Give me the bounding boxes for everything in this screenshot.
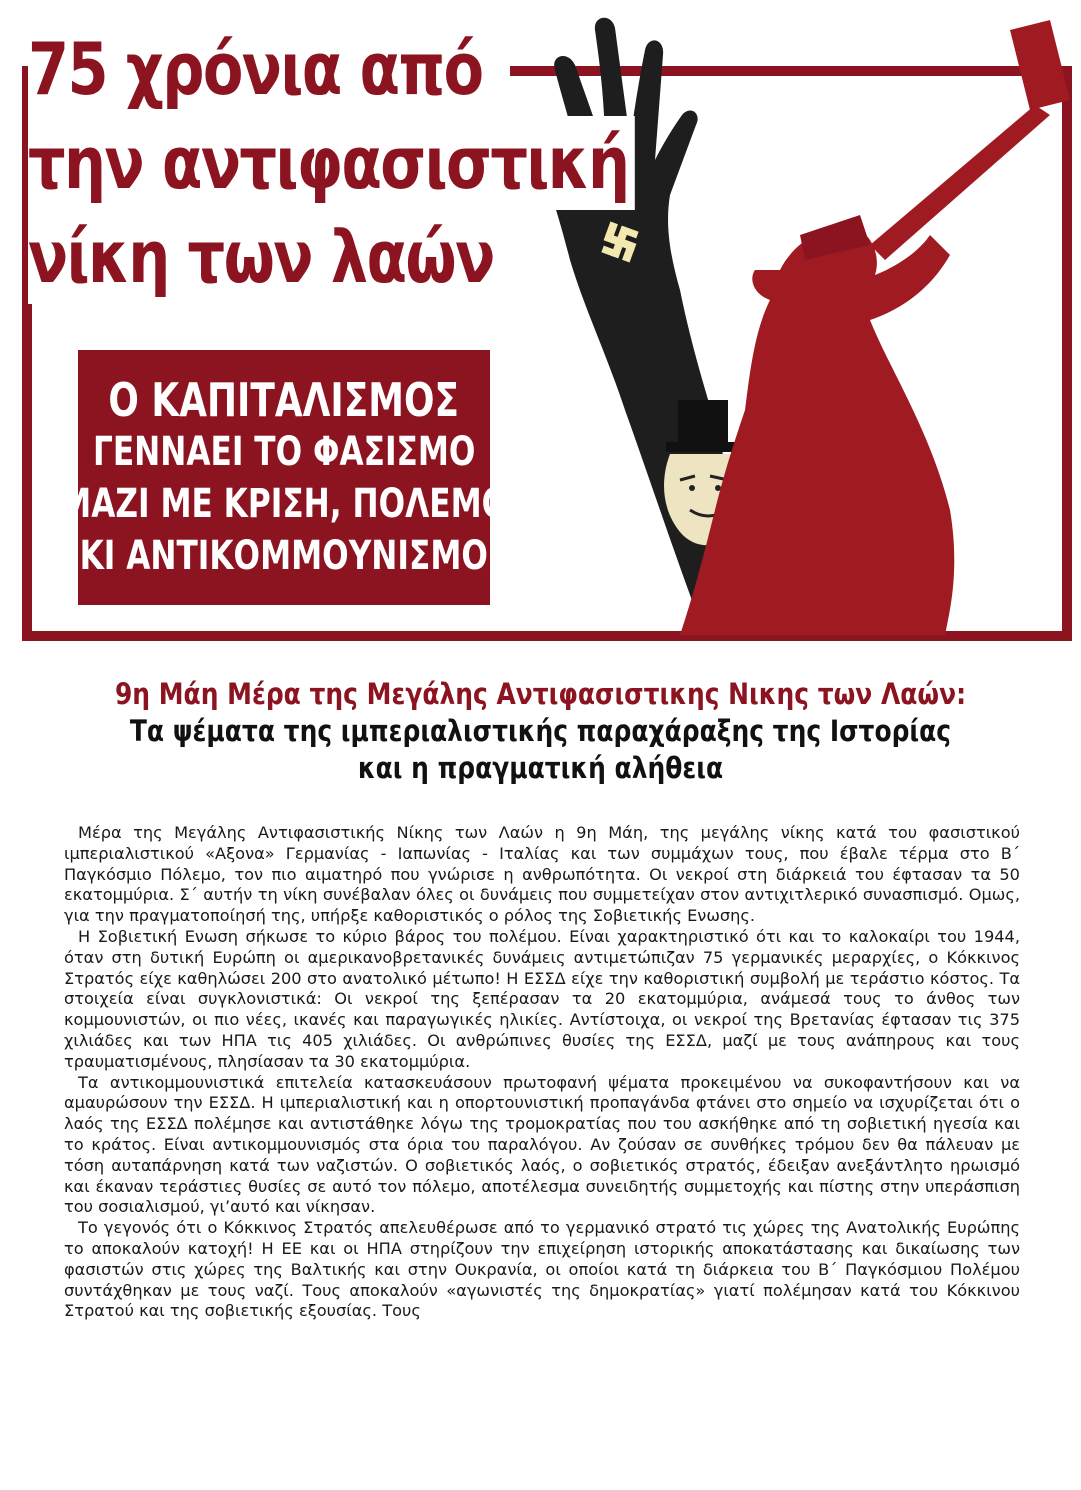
slogan-line-3: ΜΑΖΙ ΜΕ ΚΡΙΣΗ, ΠΟΛΕΜΟ (60, 480, 508, 527)
headline-line-3: νίκη των λαών (28, 210, 500, 304)
slogan-line-4: ΚΙ ΑΝΤΙΚΟΜΜΟΥΝΙΣΜΟ (79, 532, 489, 579)
slogan-box (60, 350, 508, 605)
article-paragraph-4: Το γεγονός ότι ο Κόκκινος Στρατός απελευθέρωσε από το γερμανικό στρατό τις χώρες της Ανατολικής Ευρώπης το αποκαλούν κατοχή! Η ΕΕ και οι ΗΠΑ στηρίζουν την επιχείρηση ιστορικής αποκατάστασης και δικαίωσης των φασιστών στις χώρες της Βαλτικής και στην Ουκρανία, οι οποίοι κατά τη διάρκεια του Β΄ Παγκόσμιου Πολέμου συντάχθηκαν με τους ναζί. Τους αποκαλούν «αγωνιστές της δημοκρατίας» γιατί πολέμησαν κατά του Κόκκινου Στρατού και της σοβιετικής εξουσίας. Τους (64, 1218, 1020, 1321)
article-paragraph-2: Η Σοβιετική Ενωση σήκωσε το κύριο βάρος του πολέμου. Είναι χαρακτηριστικό ότι και το καλοκαίρι του 1944, όταν στη δυτική Ευρώπη οι αμερικανοβρετανικές δυνάμεις αντιμετώπιζαν 75 γερμανικές μεραρχίες, ο Κόκκινος Στρατός είχε καθηλώσει 200 στο ανατολικό μέτωπο! Η ΕΣΣΔ είχε την καθοριστική συμβολή με τεράστιο κόστος. Τα στοιχεία είναι συγκλονιστικά: Οι νεκροί της ξεπέρασαν τα 20 εκατομμύρια, ανάμεσά τους το άνθος των κομμουνιστών, οι πιο νέες, ικανές και παραγωγικές ηλικίες. Αντίστοιχα, οι νεκροί της Βρετανίας έφτασαν τις 375 χιλιάδες και των ΗΠΑ τις 405 χιλιάδες. Οι ανθρώπινες θυσίες της ΕΣΣΔ, μαζί με τους ανάπηρους και τους τραυματισμένους, πλησίασαν τα 30 εκατομμύρια. (64, 926, 1020, 1071)
poster-headline (28, 22, 635, 304)
slogan-line-1: Ο ΚΑΠΙΤΑΛΙΣΜΟΣ (108, 372, 460, 427)
article-paragraph-3: Τα αντικομμουνιστικά επιτελεία κατασκευάσουν πρωτοφανή ψέματα προκειμένου να συκοφαντήσουν και να αμαυρώσουν την ΕΣΣΔ. Η ιμπεριαλιστική και η οπορτουνιστική προπαγάνδα φτάνει στο σημείο να ισχυρίζεται ότι ο λαός της ΕΣΣΔ πολέμησε και αντιστάθηκε λόγω της τρομοκρατίας που του ασκήθηκε από τη σοβιετική ηγεσία και το κράτος. Είναι αντικομμουνισμός στα όρια του παραλόγου. Αν ζούσαν σε συνθήκες τρόμου δεν θα πάλευαν με τόση αυταπάρνηση κατά των ναζιστών. Ο σοβιετικός λαός, ο σοβιετικός στρατός, έδειξαν ανεξάντλητο ηρωισμό και έκαναν τεράστιες θυσίες σε αυτό τον πόλεμο, αποτέλεσμα συνειδητής συμμετοχής και πίστης στην υπεράσπιση του σοσιαλισμού, γι’αυτό και νίκησαν. (64, 1072, 1020, 1217)
poster (0, 0, 1081, 650)
headline-line-1: 75 χρόνια από (28, 22, 489, 116)
article-subhead (0, 676, 1081, 787)
subhead-black-2: και η πραγματική αλήθεια (357, 751, 724, 785)
worker-with-hammer-icon (680, 20, 1070, 635)
subhead-red: 9η Μάη Μέρα της Μεγάλης Αντιφασιστικης Νικης των Λαών: (114, 677, 967, 711)
article-paragraph-1: Μέρα της Μεγάλης Αντιφασιστικής Νίκης των Λαών η 9η Μάη, της μεγάλης νίκης κατά του φασιστικού ιμπεριαλιστικού «Αξονα» Γερμανίας - Ιαπωνίας - Ιταλίας και των συμμάχων τους, που έβαλε τέρμα στο Β΄ Παγκόσμιο Πόλεμο, τον πιο αιματηρό που γνώρισε η ανθρωπότητα. Οι νεκροί στη διάρκειά του έφτασαν τα 50 εκατομμύρια. Σ΄ αυτήν τη νίκη συνέβαλαν όλες οι δυνάμεις που συμμετείχαν στον αντιχιτλερικό συνασπισμό. Ομως, για την πραγματοποίησή της, υπήρξε καθοριστικός ο ρόλος της Σοβιετικής Ενωσης. (64, 823, 1020, 926)
headline-line-2: την αντιφασιστική (28, 116, 635, 210)
article-body (64, 823, 1020, 1322)
slogan-line-2: ΓΕΝΝΑΕΙ ΤΟ ΦΑΣΙΣΜΟ (92, 428, 476, 475)
subhead-black-1: Τα ψέματα της ιμπεριαλιστικής παραχάραξης της Ιστορίας (129, 714, 952, 748)
